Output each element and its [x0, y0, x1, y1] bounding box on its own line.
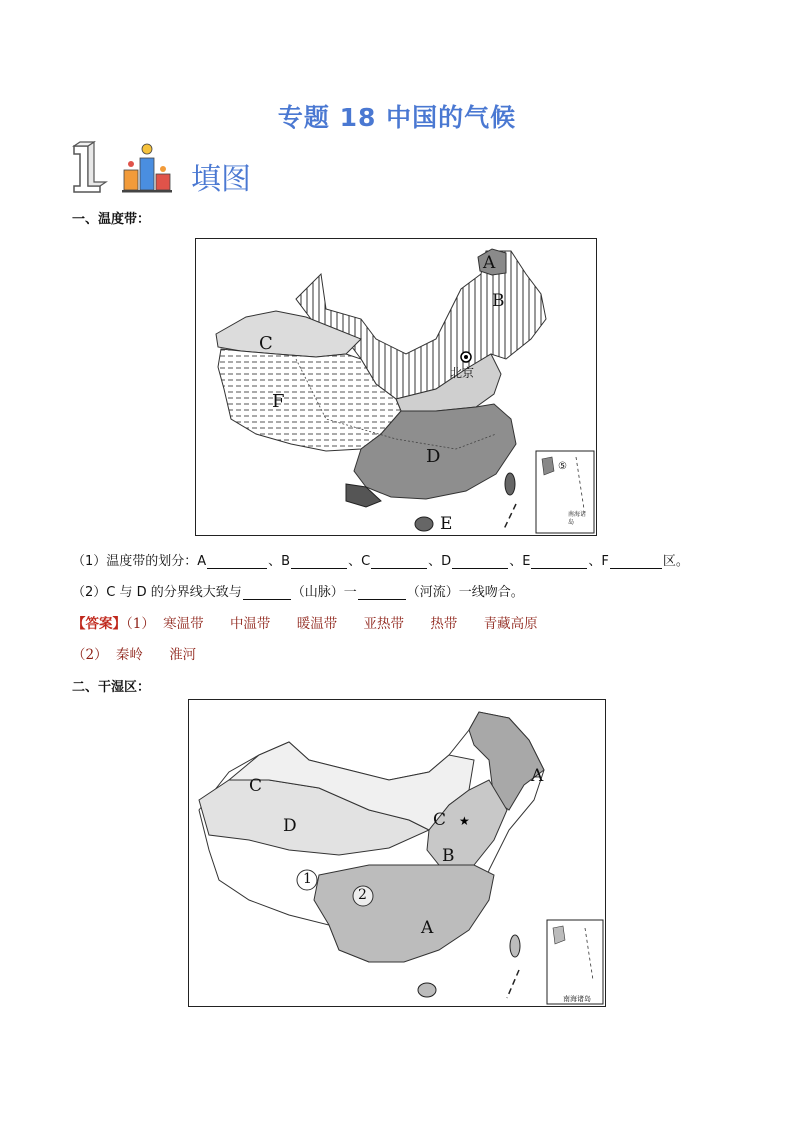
section-heading-dry-wet: 二、干湿区：	[72, 680, 151, 695]
answer-item: 青藏高原	[483, 616, 538, 632]
question-1: （1）温度带的划分：A 、B 、C 、D 、E 、F 区。	[72, 554, 689, 569]
label-beijing: 北京	[450, 366, 475, 380]
blank-mountain[interactable]	[243, 585, 291, 600]
answer-item: 热带	[430, 616, 458, 632]
inset-label: 南海诸岛	[563, 995, 591, 1003]
answer-item: 寒温带	[163, 616, 204, 632]
label-a-south: A	[421, 918, 434, 938]
blank-b[interactable]	[291, 554, 347, 569]
blank-a[interactable]	[207, 554, 267, 569]
blank-f[interactable]	[610, 554, 662, 569]
label-d: D	[283, 816, 297, 836]
region-a-south	[314, 865, 494, 962]
taiwan-island	[510, 935, 520, 957]
label-a-northeast: A	[531, 766, 544, 786]
dry-wet-region-map	[188, 699, 606, 1007]
answer-item: 淮河	[169, 647, 197, 663]
label-b: B	[442, 846, 455, 866]
answer-item: 亚热带	[363, 616, 405, 632]
answer-line-2: （2） 秦岭 淮河	[72, 647, 197, 663]
section-banner	[70, 140, 390, 196]
answer-item: 秦岭	[115, 647, 143, 663]
blank-d[interactable]	[452, 554, 508, 569]
label-a: A	[483, 253, 496, 273]
label-five: ⑤	[558, 461, 567, 472]
label-c-east: C	[433, 810, 447, 830]
blank-e[interactable]	[531, 554, 587, 569]
hainan-island	[418, 983, 436, 997]
answer-item: 中温带	[229, 616, 271, 632]
label-d: D	[426, 446, 441, 467]
label-c: C	[259, 333, 273, 354]
label-f: F	[272, 391, 285, 412]
label-c-west: C	[249, 776, 263, 796]
label-b: B	[492, 291, 505, 311]
blank-c[interactable]	[371, 554, 427, 569]
answer-item: 暖温带	[296, 616, 338, 632]
beijing-star-icon: ★	[459, 814, 470, 828]
temperature-zone-map	[195, 238, 597, 536]
label-e: E	[440, 514, 453, 534]
label-one: 1	[303, 871, 312, 887]
label-two: 2	[358, 887, 367, 903]
taiwan-island	[505, 473, 515, 495]
section-label: 填图	[191, 162, 251, 197]
question-2: （2）C 与 D 的分界线大致与 （山脉）一 （河流）一线吻合。	[72, 585, 524, 600]
hainan-island	[415, 517, 433, 531]
inset-label: 南海诸岛	[568, 511, 587, 526]
blank-river[interactable]	[358, 585, 406, 600]
page-title: 专题 18 中国的气候	[277, 103, 517, 132]
answer-line-1: 【答案】（1） 寒温带 中温带 暖温带 亚热带 热带 青藏高原	[72, 616, 538, 632]
podium-icon	[70, 140, 190, 196]
section-heading-temperature: 一、温度带：	[72, 212, 151, 227]
